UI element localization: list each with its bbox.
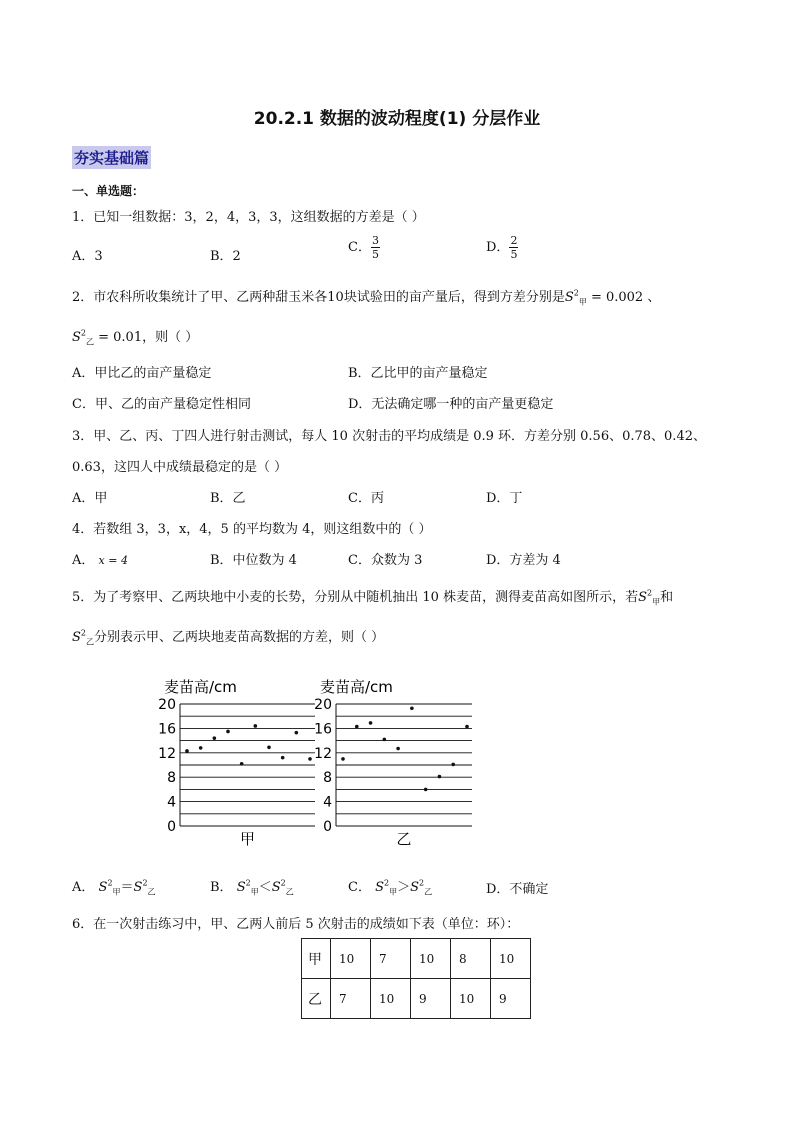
table-cell: 8 — [451, 939, 491, 979]
section-heading: 夯实基础篇 — [72, 146, 151, 169]
data-point — [281, 756, 285, 760]
data-point — [308, 757, 312, 761]
q2-option-b: B．乙比甲的亩产量稳定 — [348, 366, 488, 381]
q3-stem-line2: 0.63，这四人中成绩最稳定的是（ ） — [72, 460, 288, 475]
q2-option-c: C．甲、乙的亩产量稳定性相同 — [72, 397, 251, 412]
table-cell: 10 — [411, 939, 451, 979]
y-tick-label: 20 — [158, 697, 176, 713]
data-point — [396, 747, 400, 751]
q4-option-b: B．中位数为 4 — [210, 553, 297, 568]
q1-option-d: D． $\frac{2}{5}$ — [486, 234, 518, 261]
y-tick-label: 0 — [167, 819, 176, 835]
data-point — [254, 724, 258, 728]
q1-option-b: B．2 — [210, 249, 241, 264]
q5-stem-line1: 5．为了考察甲、乙两块地中小麦的长势，分别从中随机抽出 10 株麦苗，测得麦苗高如图所示，若$S^2_甲$和 — [72, 588, 674, 607]
q6-stem: 6．在一次射击练习中，甲、乙两人前后 5 次射击的成绩如下表（单位：环）： — [72, 917, 520, 932]
y-tick-label: 8 — [167, 770, 176, 787]
y-axis-label: 麦苗高/cm — [164, 678, 237, 696]
table-cell: 10 — [371, 979, 411, 1019]
q4-option-a: A． x = 4 — [72, 553, 128, 568]
table-cell: 10 — [451, 979, 491, 1019]
data-point — [240, 762, 244, 766]
data-point — [295, 731, 299, 735]
data-point — [438, 775, 442, 779]
data-point — [383, 738, 387, 742]
x-axis-label: 乙 — [396, 830, 412, 848]
data-point — [424, 788, 428, 792]
q1-option-c: C． $\frac{3}{5}$ — [348, 234, 379, 261]
y-axis-label: 麦苗高/cm — [320, 678, 393, 696]
data-point — [267, 746, 271, 750]
wheat-height-charts — [150, 672, 480, 852]
q3-option-b: B．乙 — [210, 491, 246, 506]
data-point — [451, 763, 455, 767]
y-tick-label: 16 — [158, 721, 176, 738]
y-tick-label: 12 — [314, 745, 332, 762]
q1-option-a: A．3 — [72, 249, 103, 264]
y-tick-label: 12 — [158, 745, 176, 762]
data-point — [410, 706, 414, 710]
table-cell: 10 — [331, 939, 371, 979]
page-title: 20.2.1 数据的波动程度(1) 分层作业 — [253, 109, 541, 129]
q4-stem: 4．若数组 3，3，x，4，5 的平均数为 4，则这组数中的（ ） — [72, 522, 432, 537]
table-cell: 甲 — [302, 939, 331, 979]
q5-option-b: B． $S^2_甲<S^2_乙$ — [210, 878, 294, 897]
data-point — [213, 736, 217, 740]
q4-option-c: C．众数为 3 — [348, 553, 423, 568]
q2-stem-line2: $S^2_乙 = 0.01$，则（ ） — [72, 328, 199, 347]
y-tick-label: 4 — [323, 794, 332, 811]
data-point — [465, 725, 469, 729]
q3-stem-line1: 3．甲、乙、丙、丁四人进行射击测试，每人 10 次射击的平均成绩是 0.9 环．方差分别 0.56、0.78、0.42、 — [72, 429, 706, 444]
table-row — [302, 939, 531, 979]
q1-stem: 1．已知一组数据：3，2，4，3，3，这组数据的方差是（ ） — [72, 210, 425, 225]
q5-option-d: D．不确定 — [486, 882, 549, 897]
table-cell: 7 — [371, 939, 411, 979]
table-cell: 9 — [411, 979, 451, 1019]
data-point — [199, 746, 203, 750]
y-tick-label: 20 — [314, 697, 332, 713]
table-cell: 7 — [331, 979, 371, 1019]
q2-stem-line1: 2．市农科所收集统计了甲、乙两种甜玉米各10块试验田的亩产量后，得到方差分别是$S^2_甲 = 0.002$ 、 — [72, 288, 661, 307]
q5-stem-line2: $S^2_乙$分别表示甲、乙两块地麦苗高数据的方差，则（ ） — [72, 628, 385, 647]
table-cell: 10 — [491, 939, 531, 979]
q2-option-d: D．无法确定哪一种的亩产量更稳定 — [348, 397, 554, 412]
q5-option-a: A． $S^2_甲=S^2_乙$ — [72, 878, 156, 897]
q5-option-c: C． $S^2_甲>S^2_乙$ — [348, 878, 433, 897]
y-tick-label: 8 — [323, 770, 332, 787]
table-row — [302, 979, 531, 1019]
data-point — [226, 730, 230, 734]
table-cell: 乙 — [302, 979, 331, 1019]
data-point — [341, 757, 345, 761]
q3-option-a: A．甲 — [72, 491, 108, 506]
score-table — [301, 938, 531, 1019]
table-cell: 9 — [491, 979, 531, 1019]
q3-option-c: C．丙 — [348, 491, 384, 506]
y-tick-label: 16 — [314, 721, 332, 738]
y-tick-label: 0 — [323, 819, 332, 835]
q2-option-a: A．甲比乙的亩产量稳定 — [72, 366, 212, 381]
data-point — [355, 725, 359, 729]
part-heading: 一、单选题： — [72, 184, 145, 198]
y-tick-label: 4 — [167, 794, 176, 811]
data-point — [369, 721, 373, 725]
data-point — [185, 749, 189, 753]
x-axis-label: 甲 — [239, 830, 256, 848]
q4-option-d: D．方差为 4 — [486, 553, 561, 568]
q3-option-d: D．丁 — [486, 491, 523, 506]
